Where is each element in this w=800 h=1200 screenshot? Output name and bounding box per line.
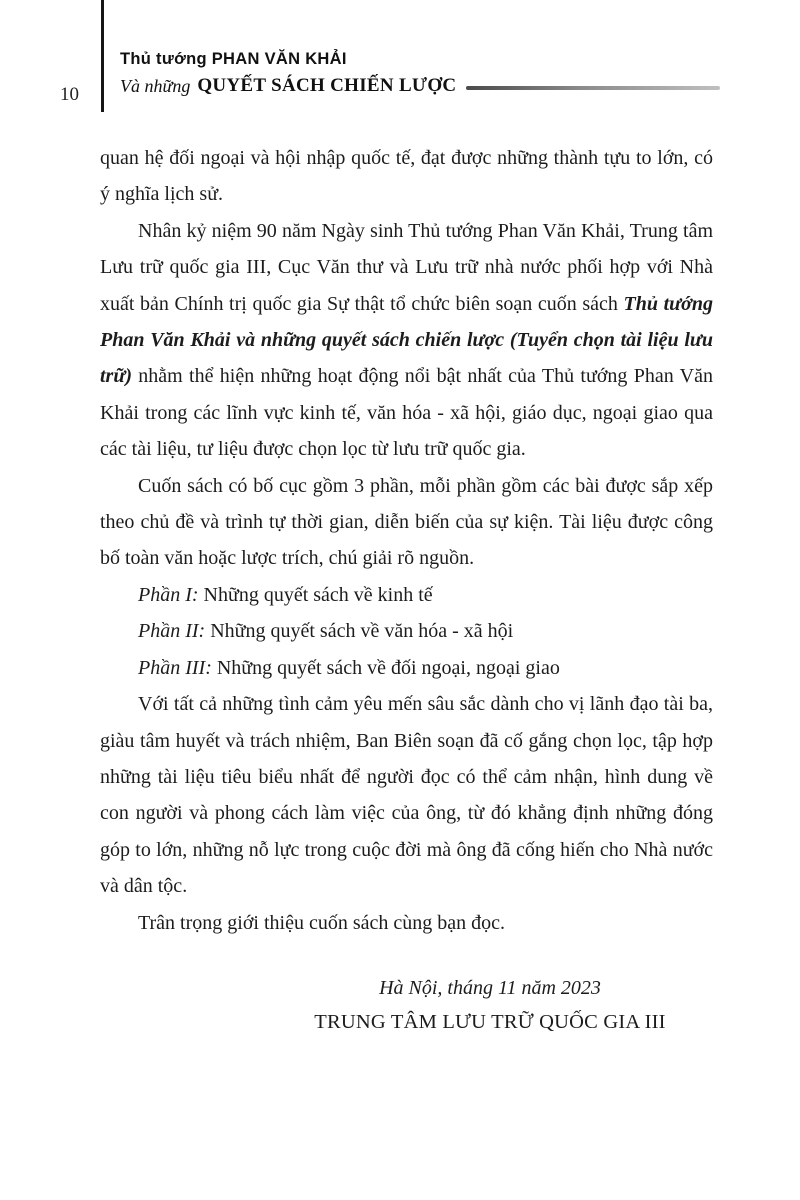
signature-organization: TRUNG TÂM LƯU TRỮ QUỐC GIA III <box>314 1010 666 1033</box>
paragraph-intro <box>100 213 713 468</box>
paragraph-closing: Trân trọng giới thiệu cuốn sách cùng bạn đọc. <box>138 911 505 934</box>
book-title-inline: Thủ tướng Phan Văn Khải và những quyết sách chiến lược (Tuyển chọn tài liệu lưu trữ) <box>100 292 714 388</box>
paragraph-dedication: Với tất cả những tình cảm yêu mến sâu sắc dành cho vị lãnh đạo tài ba, giàu tâm huyết và trách nhiệm, Ban Biên soạn đã cố gắng chọn lọc, tập hợp những tài liệu tiêu biểu nhất để người đọc có thể cảm nhận, hình dung về con người và phong cách làm việc của ông, từ đó khẳng định những đóng góp to lớn, những nỗ lực trong cuộc đời mà ông đã cống hiến cho Nhà nước và dân tộc. <box>100 693 713 898</box>
part-1-text: Những quyết sách về kinh tế <box>198 583 433 606</box>
part-1-line <box>100 577 713 613</box>
paragraph-intro-seg1: Nhân kỷ niệm 90 năm Ngày sinh Thủ tướng Phan Văn Khải, Trung tâm Lưu trữ quốc gia III, Cục Văn thư và Lưu trữ nhà nước phối hợp với Nhà xuất bản Chính trị quốc gia Sự thật tổ chức biên soạn cuốn sách <box>100 219 713 315</box>
running-head-main: QUYẾT SÁCH CHIẾN LƯỢC <box>197 75 457 96</box>
part-2-text: Những quyết sách về văn hóa - xã hội <box>205 620 514 643</box>
signature-block <box>270 971 710 1039</box>
header-vertical-rule <box>101 0 104 112</box>
page-body <box>100 140 713 1039</box>
part-3-label: Phần III: <box>138 656 212 679</box>
part-3-text: Những quyết sách về đối ngoại, ngoại giao <box>211 656 560 679</box>
running-head-title-line2 <box>120 75 720 97</box>
header-flourish-line <box>466 86 720 90</box>
part-2-line <box>100 613 713 649</box>
running-head-prefix: Và những <box>120 75 191 96</box>
signature-place-date: Hà Nội, tháng 11 năm 2023 <box>379 976 601 999</box>
paragraph-continuation: quan hệ đối ngoại và hội nhập quốc tế, đạt được những thành tựu to lớn, có ý nghĩa lịch sử. <box>100 147 713 206</box>
paragraph-structure: Cuốn sách có bố cục gồm 3 phần, mỗi phần gồm các bài được sắp xếp theo chủ đề và trình tự thời gian, diễn biến của sự kiện. Tài liệu được công bố toàn văn hoặc lược trích, chú giải rõ nguồn. <box>100 474 713 570</box>
part-1-label: Phần I: <box>138 583 199 606</box>
part-2-label: Phần II: <box>138 620 206 643</box>
running-head-title-line1: Thủ tướng PHAN VĂN KHẢI <box>120 50 347 68</box>
running-head <box>120 50 720 97</box>
paragraph-intro-seg3: nhằm thể hiện những hoạt động nổi bật nhất của Thủ tướng Phan Văn Khải trong các lĩnh vực kinh tế, văn hóa - xã hội, giáo dục, ngoại giao qua các tài liệu, tư liệu được chọn lọc từ lưu trữ quốc gia. <box>100 365 713 461</box>
part-3-line <box>100 650 713 686</box>
page-number: 10 <box>60 84 79 105</box>
